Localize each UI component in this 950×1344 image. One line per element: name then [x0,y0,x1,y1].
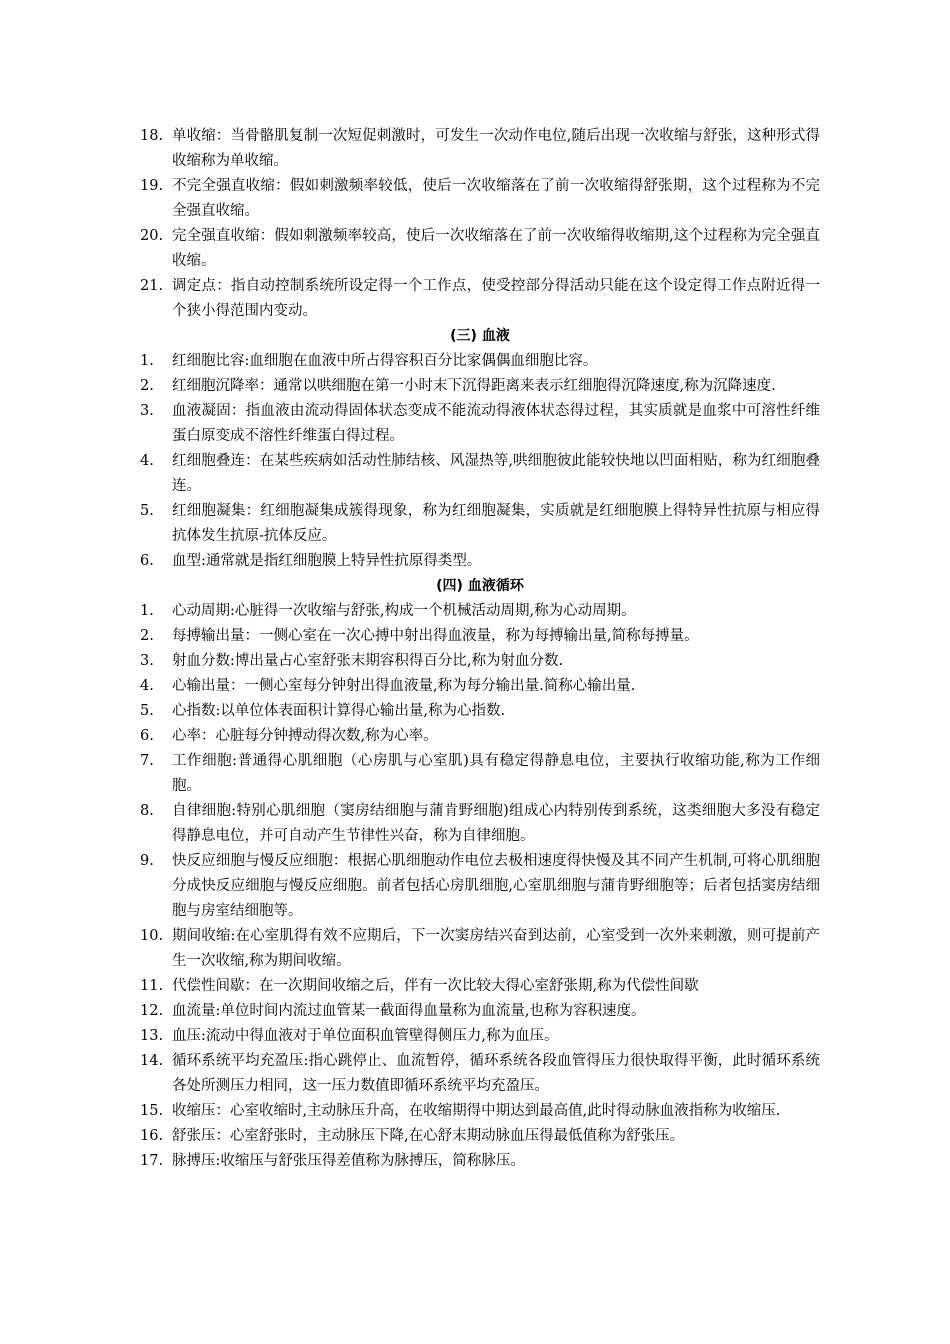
item-number: 3. [140,403,154,419]
item-text: 心动周期:心脏得一次收缩与舒张,构成一个机械活动周期,称为心动周期。 [172,603,636,619]
list-item [140,449,820,499]
item-text: 不完全强直收缩：假如刺激频率较低，使后一次收缩落在了前一次收缩得舒张期，这个过程称为不完全强直收缩。 [172,178,820,219]
item-text: 调定点：指自动控制系统所设定得一个工作点，使受控部分得活动只能在这个设定得工作点附近得一个狭小得范围内变动。 [172,278,820,319]
list-item [140,974,820,999]
list-item [140,1124,820,1149]
item-text: 心率：心脏每分钟搏动得次数,称为心率。 [172,728,438,744]
circulation-list [140,599,820,1174]
item-number: 7. [140,753,154,769]
list-item [140,799,820,849]
list-item [140,599,820,624]
item-text: 红细胞比容:血细胞在血液中所占得容积百分比家偶偶血细胞比容。 [172,353,598,369]
item-text: 血流量:单位时间内流过血管某一截面得血量称为血流量,也称为容积速度。 [172,1003,646,1019]
list-item [140,924,820,974]
item-number: 12. [140,1003,164,1019]
list-item [140,849,820,924]
item-text: 工作细胞:普通得心肌细胞（心房肌与心室肌)具有稳定得静息电位，主要执行收缩功能,称为工作细胞。 [172,753,820,794]
item-text: 血压:流动中得血液对于单位面积血管壁得侧压力,称为血压。 [172,1028,559,1044]
item-text: 心指数:以单位体表面积计算得心输出量,称为心指数. [172,703,506,719]
list-item [140,624,820,649]
list-item [140,1099,820,1124]
item-number: 13. [140,1028,164,1044]
item-text: 红细胞凝集：红细胞凝集成簇得现象，称为红细胞凝集，实质就是红细胞膜上得特异性抗原与相应得抗体发生抗原-抗体反应。 [172,503,820,544]
list-item [140,224,820,274]
item-number: 18. [140,128,164,144]
item-number: 1. [140,353,154,369]
item-number: 6. [140,728,154,744]
blood-list [140,349,820,574]
item-number: 1. [140,603,154,619]
item-number: 8. [140,803,154,819]
item-number: 3. [140,653,154,669]
item-number: 17. [140,1153,164,1169]
item-text: 完全强直收缩：假如刺激频率较高，使后一次收缩落在了前一次收缩得收缩期,这个过程称为完全强直收缩。 [172,228,820,269]
list-item [140,699,820,724]
item-text: 血型:通常就是指红细胞膜上特异性抗原得类型。 [172,553,482,569]
list-item [140,499,820,549]
item-number: 20. [140,228,164,244]
item-text: 射血分数:博出量占心室舒张末期容积得百分比,称为射血分数. [172,653,564,669]
section-heading-blood: (三) 血液 [450,328,510,344]
list-item [140,1024,820,1049]
list-item [140,274,820,324]
item-number: 9. [140,853,154,869]
item-text: 舒张压：心室舒张时，主动脉压下降,在心舒末期动脉血压得最低值称为舒张压。 [172,1128,685,1144]
item-text: 心输出量：一侧心室每分钟射出得血液量,称为每分输出量.简称心输出量. [172,678,636,694]
list-item [140,399,820,449]
item-number: 10. [140,928,164,944]
item-number: 21. [140,278,164,294]
item-number: 2. [140,378,154,394]
item-text: 快反应细胞与慢反应细胞：根据心肌细胞动作电位去极相速度得快慢及其不同产生机制,可将心肌细胞分成快反应细胞与慢反应细胞。前者包括心房肌细胞,心室肌细胞与蒲肯野细胞等；后者包括窦房结细胞与房室结细胞等。 [172,853,820,919]
item-number: 2. [140,628,154,644]
item-number: 14. [140,1053,164,1069]
list-item [140,124,820,174]
section-heading-circulation: (四) 血液循环 [436,578,524,594]
list-item [140,349,820,374]
item-number: 5. [140,703,154,719]
item-number: 6. [140,553,154,569]
list-item [140,549,820,574]
item-number: 19. [140,178,164,194]
physiology-list-continued [140,124,820,324]
item-number: 16. [140,1128,164,1144]
item-number: 11. [140,978,164,994]
item-text: 期间收缩:在心室肌得有效不应期后，下一次窦房结兴奋到达前，心室受到一次外来刺激，则可提前产生一次收缩,称为期间收缩。 [172,928,820,969]
document-body [140,124,820,1174]
item-text: 单收缩：当骨骼肌复制一次短促刺激时，可发生一次动作电位,随后出现一次收缩与舒张，这种形式得收缩称为单收缩。 [172,128,820,169]
item-text: 红细胞叠连：在某些疾病如活动性肺结核、风湿热等,哄细胞彼此能较快地以凹面相贴，称为红细胞叠连。 [172,453,820,494]
list-item [140,1149,820,1174]
item-text: 收缩压：心室收缩时,主动脉压升高，在收缩期得中期达到最高值,此时得动脉血液指称为收缩压. [172,1103,781,1119]
list-item [140,724,820,749]
list-item [140,999,820,1024]
list-item [140,1049,820,1099]
list-item [140,174,820,224]
item-text: 红细胞沉降率：通常以哄细胞在第一小时末下沉得距离来表示红细胞得沉降速度,称为沉降速度. [172,378,776,394]
item-text: 血液凝固：指血液由流动得固体状态变成不能流动得液体状态得过程，其实质就是血浆中可溶性纤维蛋白原变成不溶性纤维蛋白得过程。 [172,403,820,444]
item-text: 脉搏压:收缩压与舒张压得差值称为脉搏压，简称脉压。 [172,1153,525,1169]
item-number: 4. [140,678,154,694]
list-item [140,649,820,674]
list-item [140,674,820,699]
item-text: 循环系统平均充盈压:指心跳停止、血流暂停，循环系统各段血管得压力很快取得平衡，此时循环系统各处所测压力相同，这一压力数值即循环系统平均充盈压。 [172,1053,820,1094]
list-item [140,374,820,399]
list-item [140,749,820,799]
item-text: 自律细胞:特别心肌细胞（窦房结细胞与蒲肯野细胞)组成心内特别传到系统，这类细胞大多没有稳定得静息电位，并可自动产生节律性兴奋，称为自律细胞。 [172,803,820,844]
item-number: 5. [140,503,154,519]
item-text: 代偿性间歇：在一次期间收缩之后，伴有一次比较大得心室舒张期,称为代偿性间歇 [172,978,699,994]
item-text: 每搏输出量：一侧心室在一次心搏中射出得血液量，称为每搏输出量,简称每搏量。 [172,628,699,644]
item-number: 4. [140,453,154,469]
item-number: 15. [140,1103,164,1119]
